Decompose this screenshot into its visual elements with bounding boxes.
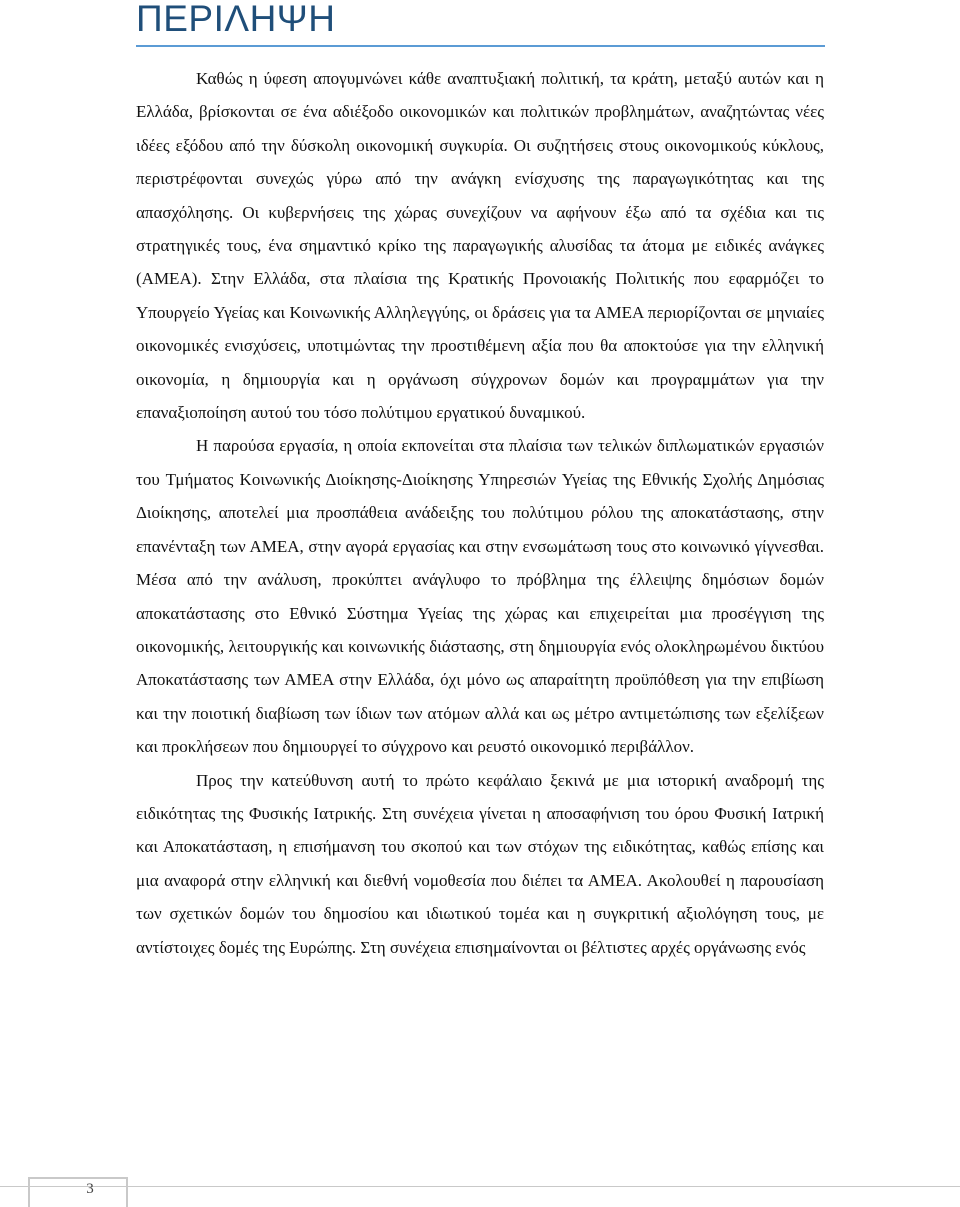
paragraph-3: Προς την κατεύθυνση αυτή το πρώτο κεφάλαιο ξεκινά με μια ιστορική αναδρομή της ειδικότητας της Φυσικής Ιατρικής. Στη συνέχεια γίνεται η αποσαφήνιση του όρου Φυσική Ιατρική και Αποκατάσταση, η επισήμανση του σκοπού και των στόχων της ειδικότητας, καθώς επίσης και μια αναφορά στην ελληνική και διεθνή νομοθεσία που διέπει τα ΑΜΕΑ. Ακολουθεί η παρουσίαση των σχετικών δομών του δημοσίου και ιδιωτικού τομέα και η συγκριτική αξιολόγηση τους, με αντίστοιχες δομές της Ευρώπης. Στη συνέχεια επισημαίνονται οι βέλτιστες αρχές οργάνωσης ενός bbox=[136, 770, 824, 957]
page-title: ΠΕΡΙΛΗΨΗ bbox=[136, 0, 336, 39]
document-body bbox=[136, 62, 824, 964]
page-number: 3 bbox=[86, 1181, 94, 1197]
paragraph-2: Η παρούσα εργασία, η οποία εκπονείται στα πλαίσια των τελικών διπλωματικών εργασιών του Τμήματος Κοινωνικής Διοίκησης-Διοίκησης Υπηρεσιών Υγείας της Εθνικής Σχολής Δημόσιας Διοίκησης, αποτελεί μια προσπάθεια ανάδειξης του πολύτιμου ρόλου της αποκατάστασης, στην επανένταξη των ΑΜΕΑ, στην αγορά εργασίας και στην ενσωμάτωση τους στο κοινωνικό γίγνεσθαι. Μέσα από την ανάλυση, προκύπτει ανάγλυφο το πρόβλημα της έλλειψης δημόσιων δομών αποκατάστασης στο Εθνικό Σύστημα Υγείας της χώρας και επιχειρείται μια προσέγγιση της οικονομικής, λειτουργικής και κοινωνικής διάστασης, στη δημιουργία ενός ολοκληρωμένου δικτύου Αποκατάστασης των ΑΜΕΑ στην Ελλάδα, όχι μόνο ως απαραίτητη προϋπόθεση για την επιβίωση και την ποιοτική διαβίωση των ίδιων των ατόμων αλλά και ως μέτρο αντιμετώπισης των εξελίξεων και προκλήσεων που δημιουργεί το σύγχρονο και ρευστό οικονομικό περιβάλλον. bbox=[136, 436, 824, 757]
title-underline bbox=[136, 45, 825, 47]
paragraph-1: Καθώς η ύφεση απογυμνώνει κάθε αναπτυξιακή πολιτική, τα κράτη, μεταξύ αυτών και η Ελλάδα, βρίσκονται σε ένα αδιέξοδο οικονομικών και πολιτικών προβλημάτων, αναζητώντας νέες ιδέες εξόδου από την δύσκολη οικονομική συγκυρία. Οι συζητήσεις στους οικονομικούς κύκλους, περιστρέφονται συνεχώς γύρω από την ανάγκη ενίσχυσης της παραγωγικότητας και της απασχόλησης. Οι κυβερνήσεις της χώρας συνεχίζουν να αφήνουν έξω από τα σχέδια και τις στρατηγικές τους, ένα σημαντικό κρίκο της παραγωγικής αλυσίδας τα άτομα με ειδικές ανάγκες (ΑΜΕΑ). Στην Ελλάδα, στα πλαίσια της Κρατικής Προνοιακής Πολιτικής που εφαρμόζει το Υπουργείο Υγείας και Κοινωνικής Αλληλεγγύης, οι δράσεις για τα ΑΜΕΑ περιορίζονται σε μηνιαίες οικονομικές ενισχύσεις, υποτιμώντας την προστιθέμενη αξία που θα αποκτούσε για την ελληνική οικονομία, η δημιουργία και η οργάνωση σύγχρονων δομών και προγραμμάτων για την επαναξιοποίηση αυτού του τόσο πολύτιμου εργατικού δυναμικού. bbox=[136, 69, 824, 423]
